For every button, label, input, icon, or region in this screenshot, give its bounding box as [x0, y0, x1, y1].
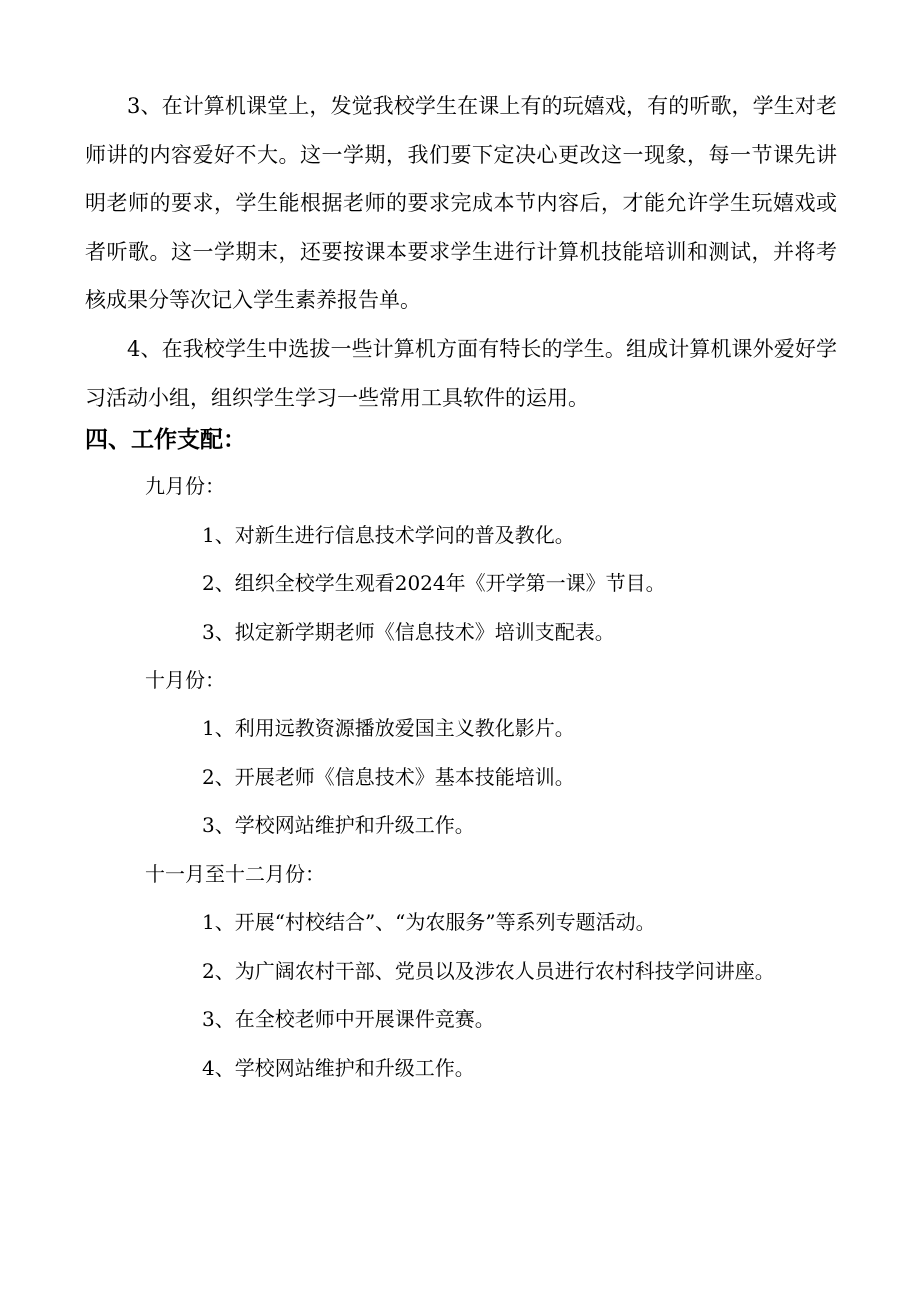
schedule-item: 1、利用远教资源播放爱国主义教化影片。 [202, 716, 575, 740]
section-heading-work-plan: 四、工作支配： [85, 426, 246, 453]
schedule-item: 3、学校网站维护和升级工作。 [202, 813, 475, 837]
month-label-october: 十月份： [145, 668, 225, 692]
schedule-item: 1、开展“村校结合”、“为农服务”等系列专题活动。 [202, 910, 656, 934]
paragraph-item-3: 3、在计算机课堂上，发觉我校学生在课上有的玩嬉戏，有的听歌，学生对老师讲的内容爱好不大。这一学期，我们要下定决心更改这一现象，每一节课先讲明老师的要求，学生能根据老师的要求完成本节内容后，才能允许学生玩嬉戏或者听歌。这一学期末，还要按课本要求学生进行计算机技能培训和测试，并将考核成果分等次记入学生素养报告单。 [85, 94, 837, 312]
month-label-september: 九月份： [145, 474, 225, 498]
schedule-item: 4、学校网站维护和升级工作。 [202, 1056, 475, 1080]
schedule-item: 2、组织全校学生观看2024年《开学第一课》节目。 [202, 571, 666, 595]
month-label-november-december: 十一月至十二月份： [145, 862, 325, 886]
schedule-item: 2、为广阔农村干部、党员以及涉农人员进行农村科技学问讲座。 [202, 959, 775, 983]
schedule-item: 2、开展老师《信息技术》基本技能培训。 [202, 765, 575, 789]
paragraph-item-4: 4、在我校学生中选拔一些计算机方面有特长的学生。组成计算机课外爱好学习活动小组，组织学生学习一些常用工具软件的运用。 [85, 337, 837, 410]
schedule-item: 3、在全校老师中开展课件竞赛。 [202, 1007, 495, 1031]
schedule-item: 1、对新生进行信息技术学问的普及教化。 [202, 523, 575, 547]
schedule-item: 3、拟定新学期老师《信息技术》培训支配表。 [202, 620, 615, 644]
